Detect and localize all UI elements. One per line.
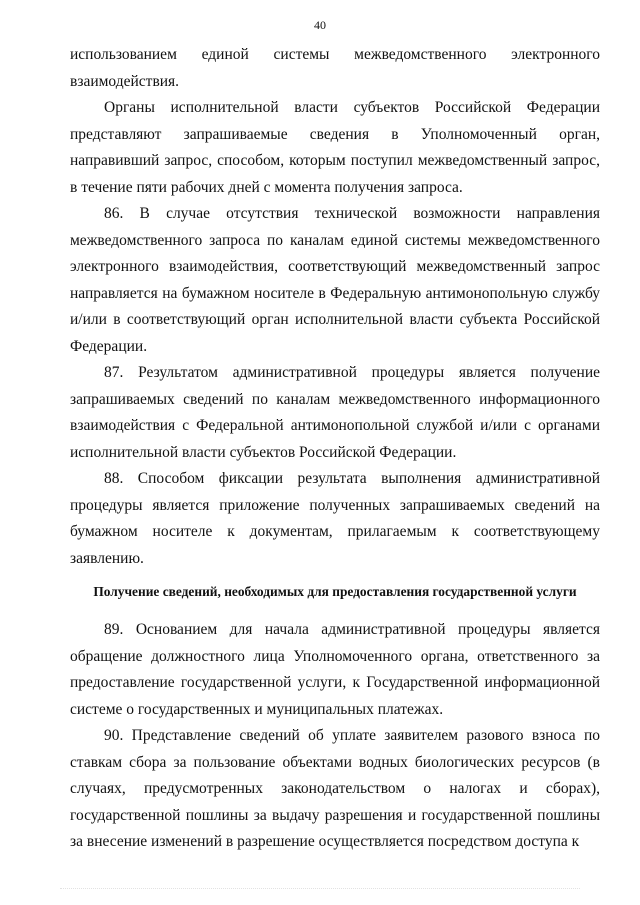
paragraph-86: 86. В случае отсутствия технической возможности направления межведомственного запроса по каналам единой системы межведомственного электронного взаимодействия, соответствующий межведомственный запрос направляется на бумажном носителе в Федеральную антимонопольную службу и/или в соответствующий орган исполнительной власти субъекта Российской Федерации. [70,205,600,355]
scan-artifact-line [60,888,580,895]
page-number: 40 [314,18,326,32]
section-heading: Получение сведений, необходимых для предоставления государственной услуги [93,584,577,599]
paragraph-90: 90. Представление сведений об уплате заявителем разового взноса по ставкам сбора за пользование объектами водных биологических ресурсов (в случаях, предусмотренных законодательством о налогах и сборах), государственной пошлины за выдачу разрешения и государственной пошлины за внесение изменений в разрешение осуществляется посредством доступа к [70,727,600,850]
top-text-block [70,42,600,572]
paragraph-organs: Органы исполнительной власти субъектов Российской Федерации представляют запрашиваемые сведения в Уполномоченный орган, направивший запрос, способом, которым поступил межведомственный запрос, в течение пяти рабочих дней с момента получения запроса. [70,99,600,196]
paragraph-88: 88. Способом фиксации результата выполнения административной процедуры является приложение полученных запрашиваемых сведений на бумажном носителе к документам, прилагаемым к соответствующему заявлению. [70,470,600,567]
paragraph-89: 89. Основанием для начала административной процедуры является обращение должностного лица Уполномоченного органа, ответственного за предоставление государственной услуги, к Государственной информационной системе о государственных и муниципальных платежах. [70,621,600,718]
paragraph-87: 87. Результатом административной процедуры является получение запрашиваемых сведений по каналам межведомственного информационного взаимодействия с Федеральной антимонопольной службой и/или с органами исполнительной власти субъектов Российской Федерации. [70,364,600,461]
bottom-text-block [70,617,600,856]
paragraph-continuation: использованием единой системы межведомственного электронного взаимодействия. [70,46,600,90]
